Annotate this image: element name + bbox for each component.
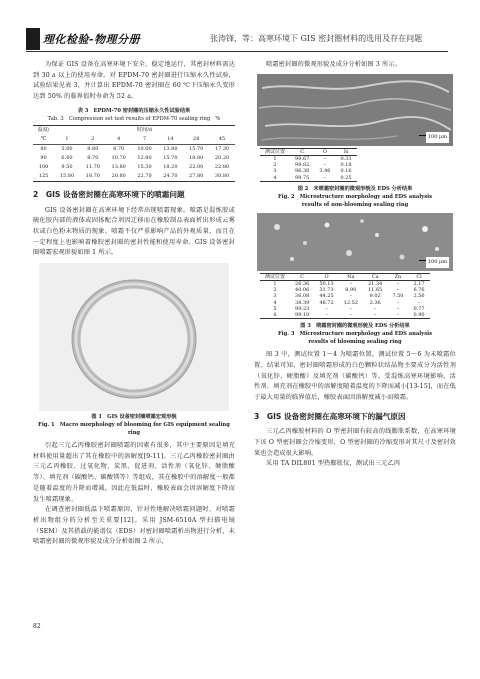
journal-logo — [26, 27, 140, 51]
eds-cell: – — [373, 305, 377, 312]
eds-cell: – — [323, 162, 327, 169]
table-row — [260, 280, 430, 287]
eds-cell: – — [339, 312, 363, 319]
temp-header: 温度/ — [33, 125, 54, 135]
eds-header: Ca — [363, 273, 387, 280]
eds-cell: 96.38 — [295, 168, 310, 175]
body-paragraph: GIS 设备密封圈在高寒环境下经常出现喷霜现象。喷霜是混炼胶或硫化胶内部的液体或固体配合剂因迁移而在橡胶制品表面析出形成云雾状或白色粉末物质的现象。喷霜不仅严重影响产品的外观质量，而且在一定程度上也影响着橡胶密封圈的密封性能和使用寿命。GIS 设备密封圈喷霜宏观形貌如图 1 所示。 — [33, 206, 235, 257]
sem-image-blooming — [257, 213, 453, 271]
fig2-eds-table — [260, 148, 357, 182]
eds-cell: 2.36 — [369, 299, 381, 306]
table-caption-en: Tab. 3 Compression set test results of EPDM-70 sealing ring % — [47, 115, 221, 122]
body-paragraph: 采用 TA DIL801 型热膨胀仪，测试出三元乙丙 — [266, 460, 401, 468]
table-caption-cn: 表 3 EPDM-70 密封圈的压缩永久性试验结果 — [77, 107, 191, 114]
eds-cell: 8.90 — [345, 287, 357, 294]
eds-cell: 99.67 — [295, 155, 310, 162]
value-cell: 5.00 — [54, 144, 80, 154]
eds-cell: 3 — [273, 293, 277, 300]
value-cell: 22.00 — [189, 163, 204, 170]
value-cell: 27.80 — [183, 172, 209, 182]
eds-cell: 6 — [260, 312, 290, 319]
eds-cell: 50.13 — [319, 280, 334, 287]
body-paragraph: 引起三元乙丙橡胶密封圈喷霜的因素有很多，其中主要原因是填充材料使用量超出了其在橡胶中的溶解度[9-11]。三元乙丙橡胶密封圈由三元乙丙橡胶、过氧化物、炭黑、促进剂、活性剂（氧化锌、硬脂酸等）、填充剂（碳酸钙、碳酸镁等）等组成，其在橡胶中的溶解度一般都是随着温度的升降而增减，因此在低温时，橡胶表面会因溶解度下降而发生喷霜现象。 — [33, 442, 235, 503]
left-column — [33, 60, 235, 548]
eds-cell: 4 — [260, 175, 290, 182]
eds-cell: 44.25 — [319, 293, 334, 300]
day-header: 45 — [218, 135, 226, 142]
eds-cell: – — [314, 312, 338, 319]
eds-cell: – — [387, 312, 408, 319]
eds-cell: 5 — [273, 305, 277, 312]
day-header: 28 — [193, 135, 200, 142]
day-header: 1 — [65, 135, 69, 142]
value-cell: 15.30 — [137, 163, 152, 170]
body-paragraph: 在调查密封圈低温下喷霜原因，针对性地解决喷霜问题时，对喷霜析出物组分的分析至关重要[12]。采用 JSM-6510A 型扫描电镜（SEM）及其搭载的能谱仪（EDS）对密封圈喷霜析出物进行分析，未喷霜密封圈的微观形貌及成分分析如图 2 所示， — [33, 506, 235, 546]
eds-cell: 4 — [273, 299, 277, 306]
eds-header: Si — [335, 148, 356, 155]
eds-cell: – — [323, 155, 327, 162]
eds-cell: – — [325, 305, 328, 312]
eds-header: Zn — [387, 273, 408, 280]
logo-mark — [26, 28, 40, 50]
sealing-ring-image — [39, 263, 229, 411]
fig2-caption-cn: 图 2 未喷霜密封圈的微观形貌及 EDS 分析结果 — [297, 185, 413, 192]
value-cell: 8.70 — [106, 144, 132, 154]
body-paragraph: 为保证 GIS 设备在高寒环境下安全、稳定地运行，其密封材料需达到 30 a 以上的使用寿命。对 EPDM-70 密封圈进行压缩永久性试验，试验结果见表 3，并计算出 EPDM-70 密封圈在 60 ℃下压缩永久变形达到 50% 的临界值时寿命为 52 a。 — [33, 61, 235, 101]
eds-cell: 2 — [273, 162, 277, 169]
fig2-caption-en-2: results of non-blooming sealing ring — [301, 201, 409, 208]
eds-cell: 99.82 — [295, 162, 310, 169]
section-3-title: 3 GIS 设备密封圈在高寒环境下的漏气原因 — [254, 411, 406, 421]
eds-cell: – — [396, 287, 400, 294]
eds-cell: 2.17 — [413, 280, 425, 287]
eds-cell: 6.76 — [413, 287, 425, 294]
value-cell: 15.80 — [54, 172, 80, 182]
scale-label: 100 μm — [426, 132, 449, 143]
eds-cell: 38.39 — [295, 299, 310, 306]
value-cell: 22.80 — [214, 163, 230, 170]
value-cell: 18.70 — [80, 172, 106, 182]
eds-header: 测试位置 — [260, 148, 290, 155]
eds-cell: 0.90 — [408, 312, 429, 319]
temp-cell: 90 — [40, 154, 47, 161]
eds-cell: 2 — [273, 287, 277, 294]
eds-cell: 46.72 — [319, 299, 334, 306]
table-row — [260, 175, 357, 182]
temp-unit: ℃ — [40, 135, 47, 142]
scale-label: 100 μm — [426, 257, 449, 268]
value-cell: 13.80 — [157, 144, 183, 154]
value-cell: 18.80 — [189, 154, 204, 161]
value-cell: 15.70 — [183, 144, 209, 154]
eds-cell: 9.02 — [369, 293, 381, 300]
section-2-title: 2 GIS 设备密封圈在高寒环境下的喷霜问题 — [33, 189, 185, 199]
eds-cell: 0.25 — [335, 175, 356, 182]
body-paragraph: 图 3 中，测试位置 1～4 为喷霜位置，测试位置 5～6 为未喷霜位置。结果可知，密封圈喷霜形成的白色颗粒状结晶物主要成分为活性剂（氧化锌、硬脂酸）及填充剂（碳酸钙）等。受混炼高寒环境影响，活性剂、填充剂在橡胶中的溶解度随着温度的下降而减小[13-15]，而在低于最大用量的临界值后，橡胶表面因溶解度减小而喷霜。 — [254, 351, 456, 401]
eds-header: Cl — [408, 273, 429, 280]
eds-cell: – — [314, 175, 335, 182]
eds-header: C — [290, 148, 314, 155]
eds-header: C — [290, 273, 314, 280]
value-cell: 6.60 — [61, 154, 73, 161]
running-title: 张涛锋，等：高寒环境下 GIS 密封圈材料的选用及存在问题 — [210, 34, 423, 43]
eds-cell: – — [349, 293, 353, 300]
eds-cell: 11.65 — [368, 287, 383, 294]
eds-cell: 31.73 — [319, 287, 334, 294]
fig2-caption-en-1: Fig. 2 Microstructure morphology and EDS analysis — [277, 193, 433, 200]
table-row — [33, 154, 235, 163]
fig3-caption-en-2: results of blooming sealing ring — [308, 339, 402, 346]
compression-set-table — [33, 125, 235, 182]
fig1-caption-cn: 图 1 GIS 设备密封圈喷霜宏观形貌 — [91, 414, 177, 421]
table-row — [260, 168, 357, 174]
logo-text: 理化检验-物理分册 — [43, 33, 141, 46]
day-header: 7 — [142, 135, 147, 142]
eds-cell: 0.33 — [340, 155, 352, 162]
value-cell: 8.70 — [87, 154, 99, 161]
eds-cell: 36.08 — [295, 293, 310, 300]
eds-header: O — [314, 148, 335, 155]
fig3-caption-cn: 图 3 喷霜密封圈的微观形貌及 EDS 分析结果 — [300, 323, 410, 330]
table-row — [260, 312, 430, 319]
value-cell: 9.50 — [61, 163, 73, 170]
day-header: 4 — [117, 135, 121, 142]
value-cell: 11.70 — [85, 163, 100, 170]
value-cell: 20.80 — [106, 172, 132, 182]
right-column — [254, 60, 456, 470]
eds-cell: – — [349, 305, 353, 312]
eds-cell: 26.36 — [295, 280, 310, 287]
table-row — [33, 172, 235, 182]
table-row — [33, 144, 235, 154]
value-cell: 24.70 — [157, 172, 183, 182]
eds-header: O — [314, 273, 338, 280]
eds-cell: 1 — [273, 155, 277, 162]
eds-cell: – — [349, 280, 353, 287]
day-header: 14 — [167, 135, 174, 142]
figure-3-micrograph — [257, 213, 453, 271]
body-paragraph: 三元乙丙橡胶材料的 O 型密封圈有较高的线膨胀系数，在高寒环境下该 O 型密封圈会冷缩变形，O 型密封圈的冷缩变形对其尺寸及密封效果也会造成很大影响。 — [254, 428, 456, 457]
temp-cell: 100 — [38, 163, 49, 170]
eds-cell: 1 — [273, 280, 277, 287]
header-rule — [26, 51, 448, 52]
table-row — [33, 163, 235, 172]
figure-2-micrograph — [257, 74, 453, 146]
table-row — [260, 155, 357, 162]
value-cell: 22.70 — [132, 172, 158, 182]
eds-cell: 2.56 — [413, 293, 425, 300]
eds-cell: 99.10 — [290, 312, 314, 319]
value-cell: 20.20 — [214, 154, 230, 161]
eds-cell: 0.18 — [340, 162, 352, 169]
table-3 — [33, 107, 235, 182]
value-cell: 10.70 — [111, 154, 126, 161]
eds-cell: 3.46 — [319, 168, 331, 175]
value-cell: 13.80 — [111, 163, 126, 170]
fig1-caption-en: Fig. 1 Macro morphology of blooming for GIS equipment sealing ring — [38, 422, 230, 437]
eds-cell: 99.23 — [295, 305, 310, 312]
eds-cell: 99.75 — [290, 175, 314, 182]
value-cell: 12.80 — [137, 154, 152, 161]
eds-cell: 12.52 — [343, 299, 358, 306]
eds-cell: – — [396, 280, 400, 287]
fig3-caption-en-1: Fig. 3 Microstructure morphology and EDS analysis — [277, 331, 433, 338]
eds-header: 测试位置 — [260, 273, 290, 280]
value-cell: 18.20 — [163, 163, 178, 170]
eds-cell: 3 — [273, 168, 277, 175]
temp-cell: 125 — [33, 172, 54, 182]
eds-cell: – — [363, 312, 387, 319]
eds-header: Na — [339, 273, 363, 280]
day-header: 2 — [91, 135, 95, 142]
eds-cell: – — [417, 299, 421, 306]
value-cell: 17.30 — [209, 144, 235, 154]
figure-1-photo — [39, 263, 229, 411]
eds-cell: 21.34 — [368, 280, 383, 287]
eds-cell: – — [396, 299, 400, 306]
eds-cell: 0.16 — [340, 168, 352, 175]
value-cell: 10.00 — [132, 144, 158, 154]
fig3-eds-table — [260, 273, 430, 319]
eds-cell: – — [396, 305, 400, 312]
temp-cell: 80 — [33, 144, 54, 154]
page-number: 82 — [33, 623, 41, 630]
eds-cell: 7.50 — [392, 293, 404, 300]
value-cell: 8.80 — [80, 144, 106, 154]
eds-cell: 40.06 — [295, 287, 310, 294]
body-paragraph: 喷霜密封圈的微观形貌及成分分析如图 3 所示。 — [266, 61, 402, 68]
eds-cell: 0.77 — [413, 305, 425, 312]
value-cell: 30.80 — [209, 172, 235, 182]
value-cell: 15.70 — [163, 154, 178, 161]
time-header: 时间/d — [54, 125, 235, 135]
